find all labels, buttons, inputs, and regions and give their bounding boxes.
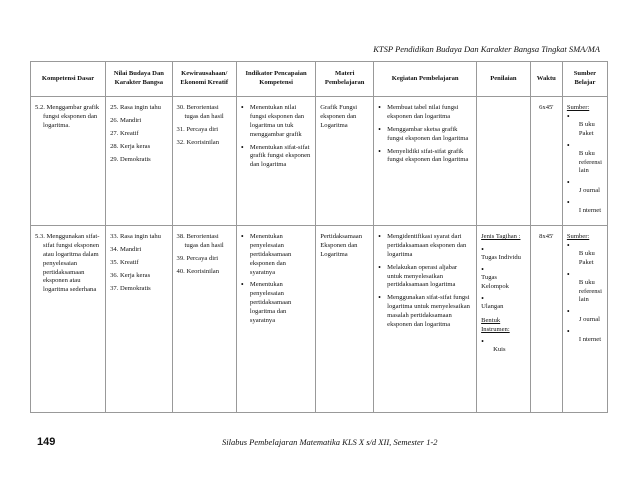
sumber-item: • B uku Paket [567,242,603,268]
table-row [31,226,608,413]
sumber-cell [562,97,607,226]
nilai-item: 27. Kreatif [110,129,139,137]
sumber-title: Sumber: [566,233,590,240]
col-header-kegiatan: Kegiatan Pembelajaran [374,62,477,97]
col-header-kewirausahaan: Kewirausahaan/ Ekonomi Kreatif [172,62,236,97]
table-row [31,97,608,226]
kegiatan-item: • Melakukan operasi aljabar untuk menyelesaikan pertidaksamaan logaritma [378,264,472,291]
nilai-cell [106,97,172,226]
indikator-cell [236,97,315,226]
nilai-item: 26. Mandiri [110,116,142,124]
nilai-item: 29. Demokratis [110,155,151,163]
kewirausahaan-item: 40. Keorisinilan [176,267,220,275]
kegiatan-item: • Membuat tabel nilai fungsi eksponen dan logaritma [378,104,472,122]
kegiatan-item: • Mengidentifikasi syarat dari pertidaksamaan eksponen dan logaritma [378,233,472,260]
sumber-item: • B uku Paket [567,113,603,139]
kewirausahaan-item: 39. Percaya diri [176,254,219,262]
kd-cell [31,97,106,226]
kegiatan-item: • Menyelidiki sifat-sifat grafik fungsi eksponen dan logaritma [378,148,472,166]
sumber-item: • B uku referensi lain [567,142,603,177]
col-header-nilai: Nilai Budaya Dan Karakter Bangsa [106,62,172,97]
nilai-item: 36. Kerja keras [110,271,151,279]
nilai-item: 37. Demokratis [110,284,151,292]
col-header-kompetensi: Kompetensi Dasar [31,62,106,97]
nilai-item: 35. Kreatif [110,258,139,266]
kegiatan-item: • Menggunakan sifat-sifat fungsi logaritma untuk menyelesaikan masalah pertidaksamaan eksponen dan logaritma [378,294,472,330]
kd-text: 5.2. Menggambar grafik fungsi eksponen dan logaritma. [35,104,100,129]
kd-text: 5.3. Menggunakan sifat-sifat fungsi eksponen atau logaritma dalam penyelesaian pertidaksamaan eksponen atau logaritma sederhana [35,233,100,294]
kewirausahaan-cell [172,97,236,226]
sumber-item: • J ournal [567,179,603,196]
table-header-row [31,62,608,97]
indikator-item: • Menentukan penyelesaian pertidaksamaan logaritma dan syaratnya [241,281,311,325]
kewirausahaan-item: 31. Percaya diri [176,125,219,133]
sumber-cell [562,226,607,413]
penilaian-jenis-item: • Tugas Individu [481,246,526,263]
kewirausahaan-item: 32. Keorisinilan [176,138,220,146]
col-header-sumber: Sumber Belajar [562,62,607,97]
indikator-cell [236,226,315,413]
materi-cell: Grafik Fungsi eksponen dan Logaritma [316,97,374,226]
col-header-materi: Materi Pembelajaran [316,62,374,97]
materi-cell: Pertidaksamaan Eksponen dan Logaritma [316,226,374,413]
sumber-title: Sumber: [566,104,590,111]
nilai-item: 34. Mandiri [110,245,142,253]
waktu-cell: 8x45' [530,226,562,413]
kewirausahaan-item: 38. Berorientasi tugas dan hasil [176,233,224,249]
sumber-item: • J ournal [567,308,603,325]
syllabus-table [30,61,608,413]
penilaian-jenis-label: Jenis Tagihan : [481,233,521,240]
kewirausahaan-cell [172,226,236,413]
nilai-cell [106,226,172,413]
indikator-item: • Menentukan nilai fungsi eksponen dan logaritma un tuk menggambar grafik [241,104,311,140]
penilaian-jenis-item: • Tugas Kelompok [481,266,526,292]
indikator-item: • Menentukan penyelesaian pertidaksamaan eksponen dan syaratnya [241,233,311,277]
running-footer: Silabus Pembelajaran Matematika KLS X s/d XII, Semester 1-2 [222,437,438,447]
sumber-item: • I nternet [567,199,603,216]
kegiatan-item: • Menggambar sketsa grafik fungsi eksponen dan logaritma [378,126,472,144]
page-number: 149 [37,436,56,448]
col-header-indikator: Indikator Pencapaian Kompetensi [236,62,315,97]
kewirausahaan-item: 30. Berorientasi tugas dan hasil [176,104,224,120]
nilai-item: 33. Rasa ingin tahu [110,233,161,240]
sumber-item: • I nternet [567,328,603,345]
nilai-item: 28. Kerja keras [110,142,151,150]
penilaian-cell [477,226,531,413]
penilaian-bentuk-label: Bentuk Instrumen: [481,317,510,334]
col-header-penilaian: Penilaian [477,62,531,97]
kd-cell [31,226,106,413]
waktu-cell: 6x45' [530,97,562,226]
col-header-waktu: Waktu [530,62,562,97]
penilaian-bentuk-item: • Kuis [481,338,526,355]
sumber-item: • B uku referensi lain [567,271,603,306]
nilai-item: 25. Rasa ingin tahu [110,104,161,111]
penilaian-jenis-item: • Ulangan [481,295,526,312]
indikator-item: • Menentukan sifat-sifat grafik fungsi eksponen dan logaritma [241,144,311,171]
running-header: KTSP Pendidikan Budaya Dan Karakter Bangsa Tingkat SMA/MA [373,44,600,54]
kegiatan-cell [374,97,477,226]
penilaian-cell [477,97,531,226]
kegiatan-cell [374,226,477,413]
